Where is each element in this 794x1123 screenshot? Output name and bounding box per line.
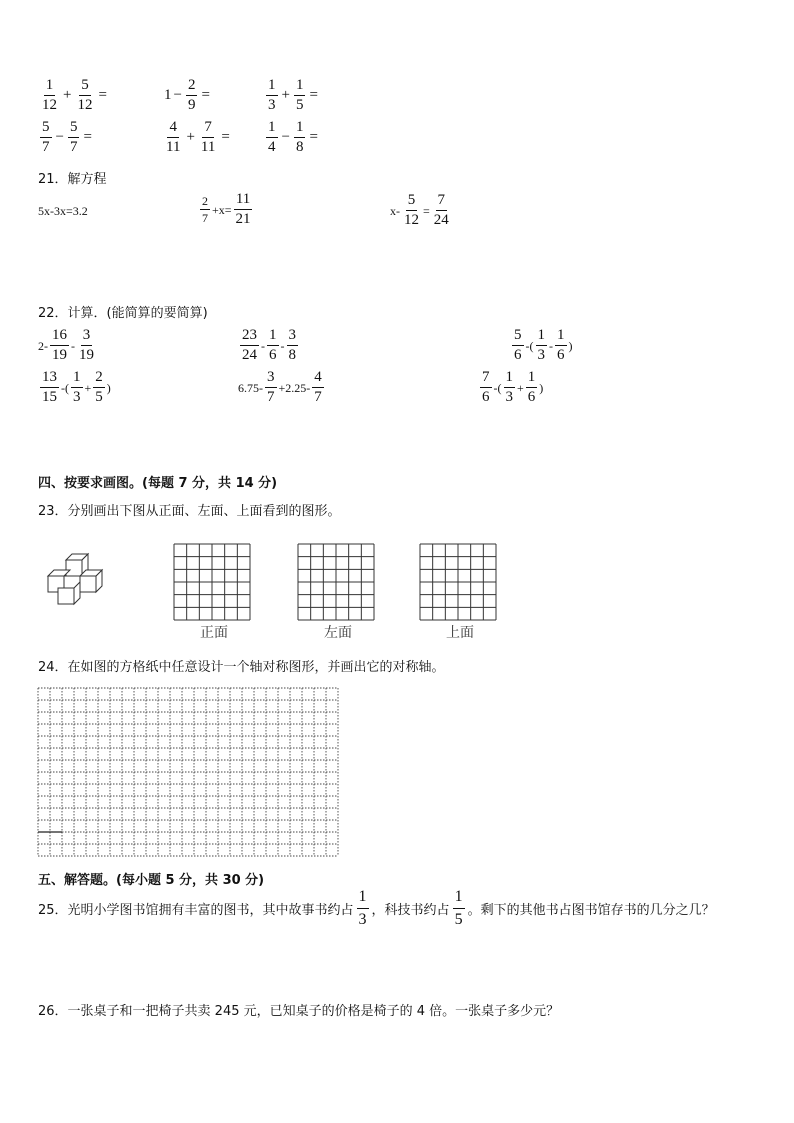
question-23-text: 23．分别画出下图从正面、左面、上面看到的图形。 xyxy=(38,504,341,519)
left-view-grid xyxy=(298,544,374,620)
fraction-expr: 1 − $\frac{2}{9}$ = xyxy=(164,77,210,113)
fraction-expr: $\frac{1}{4}$ − $\frac{1}{8}$ = xyxy=(268,119,318,155)
question-25: 25．光明小学图书馆拥有丰富的图书，其中故事书约占 $\frac{1}{3}$ ，科技书约占 $\frac{1}{5}$ 。剩下的其他书占图书馆存书的几分之几？ xyxy=(38,888,715,928)
calc-expr-5: 6.75- $\frac{3}{7}$ +2.25- $\frac{4}{7}$ xyxy=(238,369,322,405)
equation-1: 5x-3x=3.2 xyxy=(38,204,88,218)
calc-expr-2: $\frac{23}{24}$ - $\frac{1}{6}$ - $\frac{3}{8}$ xyxy=(242,327,296,363)
fraction-expr: $\frac{1}{12}$ + $\frac{5}{12}$ = xyxy=(42,77,107,113)
square-grid-paper[interactable] xyxy=(38,688,338,856)
top-view-label: 上面 xyxy=(446,625,474,641)
top-view-grid xyxy=(420,544,496,620)
equation-2: $\frac{2}{7}$ +x= $\frac{11}{21}$ xyxy=(202,191,251,227)
question-24-text: 24．在如图的方格纸中任意设计一个轴对称图形，并画出它的对称轴。 xyxy=(38,660,445,675)
fraction-expr: $\frac{1}{3}$ + $\frac{1}{5}$ = xyxy=(268,77,318,113)
question-26-text: 26．一张桌子和一把椅子共卖 245 元，已知桌子的价格是椅子的 4 倍。一张桌子多少元？ xyxy=(38,1004,560,1019)
calc-expr-3: $\frac{5}{6}$ -( $\frac{1}{3}$ - $\frac{1}{6}$ ) xyxy=(514,327,573,363)
section-5-title: 五、解答题。(每小题 5 分，共 30 分) xyxy=(38,873,265,888)
equation-3: x- $\frac{5}{12}$ = $\frac{7}{24}$ xyxy=(390,192,449,228)
fraction-expr: $\frac{5}{7}$ − $\frac{5}{7}$ = xyxy=(42,119,92,155)
question-22-title: 22．计算．(能简算的要简算) xyxy=(38,306,208,321)
calc-expr-4: $\frac{13}{15}$ -( $\frac{1}{3}$ + $\frac{2}{5}$ ) xyxy=(42,369,111,405)
calc-expr-1: 2- $\frac{16}{19}$ - $\frac{3}{19}$ xyxy=(38,327,94,363)
section-4-title: 四、按要求画图。(每题 7 分，共 14 分) xyxy=(38,476,278,491)
question-21-title: 21．解方程 xyxy=(38,172,107,187)
left-view-label: 左面 xyxy=(324,625,352,641)
fraction-expr: $\frac{4}{11}$ + $\frac{7}{11}$ = xyxy=(166,119,230,155)
cube-stack-figure xyxy=(44,550,124,612)
front-view-grid xyxy=(174,544,250,620)
front-view-label: 正面 xyxy=(200,625,228,641)
calc-expr-6: $\frac{7}{6}$ -( $\frac{1}{3}$ + $\frac{1}{6}$ ) xyxy=(482,369,544,405)
